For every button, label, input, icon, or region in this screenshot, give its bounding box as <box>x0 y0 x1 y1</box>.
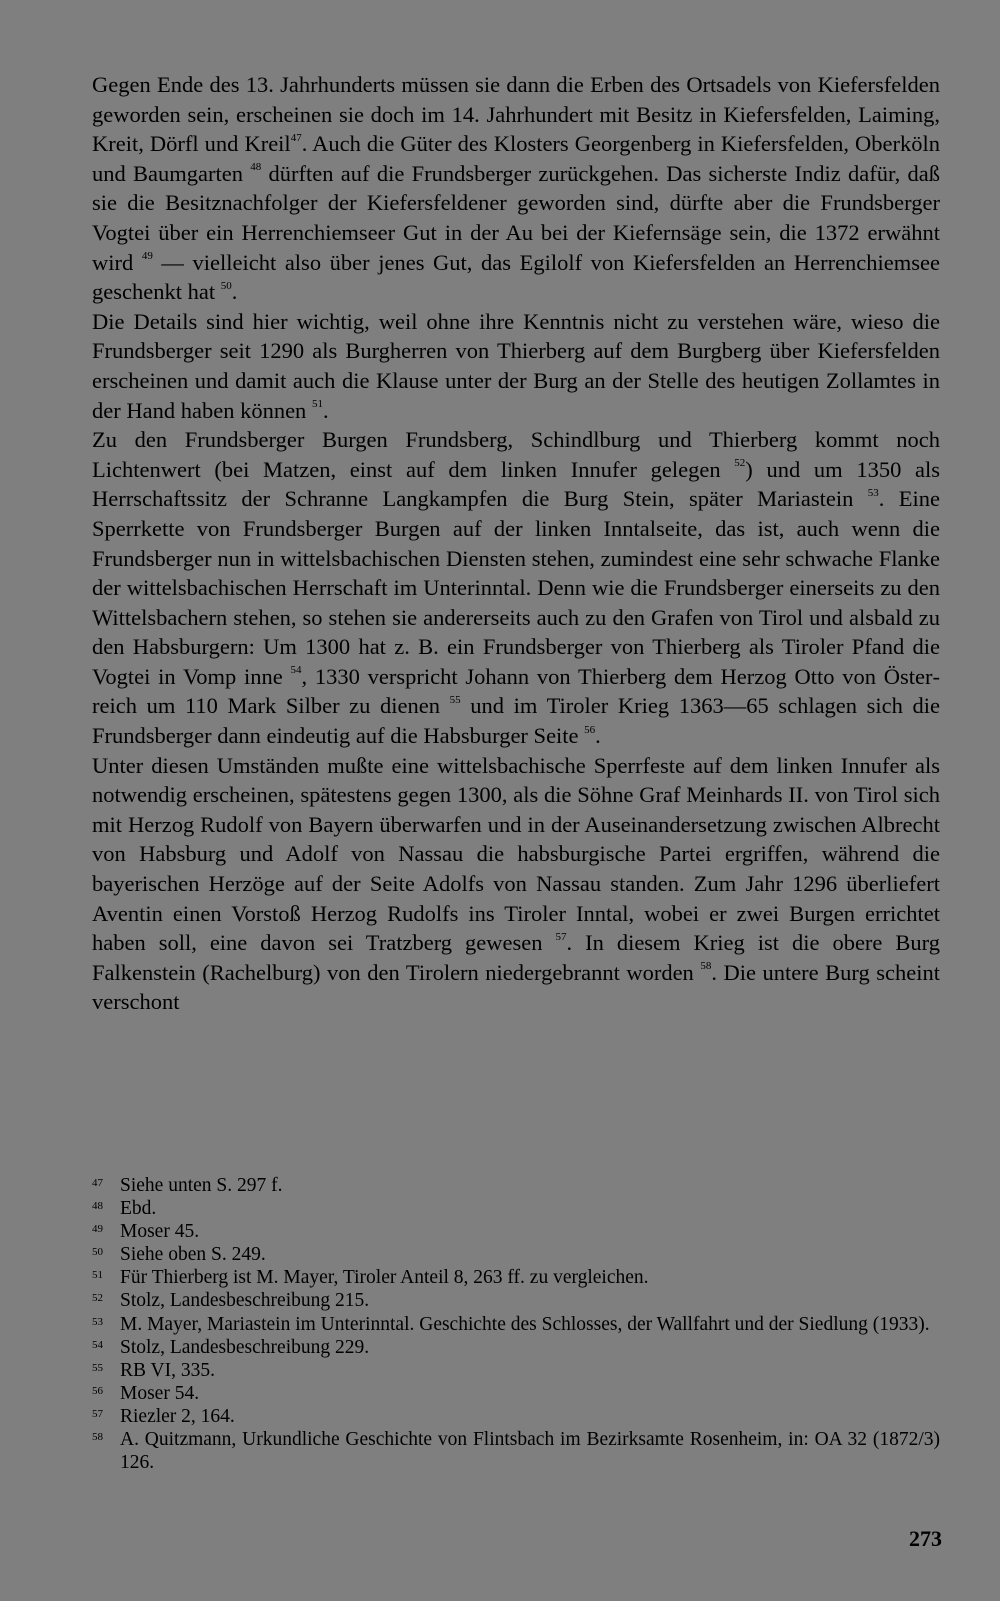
footnote-reference[interactable]: 47 <box>290 131 302 144</box>
paragraph-text: . <box>595 723 601 749</box>
paragraph-text: . Die untere Burg scheint verschont <box>92 959 940 1015</box>
footnote-number: 54 <box>92 1338 103 1351</box>
footnote-text: Moser 45. <box>120 1221 200 1243</box>
footnote-text: A. Quitzmann, Urkundliche Geschichte von Flintsbach im Bezirksamte Rosenheim, in: OA 32 (1872/3) 126. <box>120 1429 940 1474</box>
footnote-text: Moser 54. <box>120 1382 200 1404</box>
paragraph-text: ) und um 1350 als Herrschaftssitz der Schranne Langkampfen die Burg Stein, später Mariastein <box>92 456 940 512</box>
paragraph-text: . <box>231 279 238 305</box>
footnote <box>92 1220 940 1243</box>
footnote-text: M. Mayer, Mariastein im Unterinntal. Geschichte des Schlosses, der Wallfahrt und der Siedlung (1933). <box>120 1313 930 1335</box>
footnote-number: 58 <box>92 1431 103 1444</box>
paragraph-text: dürften auf die Frundsberger zurückgehen. Das sicherste Indiz dafür, daß sie die Besitznachfolger der Kiefersfeldener geworden sind, dürfte aber die Frundsberger Vogtei über ein Herrenchiemseer Gut in der Au bei der Kiefernsäge sein, die 1372 erwähnt wird <box>92 160 940 275</box>
footnote-reference[interactable]: 58 <box>700 960 712 973</box>
footnote-number: 50 <box>92 1246 103 1259</box>
page-body <box>92 70 940 1017</box>
footnote <box>92 1243 940 1266</box>
footnote-text: Siehe unten S. 297 f. <box>120 1175 283 1196</box>
paragraph-text: , 1330 verspricht Johann von Thierberg dem Herzog Otto von Österreich um 110 Mark Silber zu dienen <box>92 663 940 719</box>
footnote <box>92 1313 940 1336</box>
footnote <box>92 1382 940 1405</box>
footnote-number: 47 <box>92 1177 103 1189</box>
footnote-reference[interactable]: 51 <box>311 398 323 411</box>
footnote <box>92 1266 940 1289</box>
footnote <box>92 1336 940 1359</box>
footnote-reference[interactable]: 50 <box>220 279 232 292</box>
paragraph-text: — vielleicht also über jenes Gut, das Egilolf von Kiefersfelden an Herrenchiemsee geschenkt hat <box>92 249 941 305</box>
paragraph <box>92 425 940 751</box>
footnote-reference[interactable]: 53 <box>867 486 879 499</box>
footnote-number: 51 <box>92 1269 103 1282</box>
footnote <box>92 1405 940 1428</box>
footnote <box>92 1289 940 1312</box>
footnote <box>92 1174 940 1197</box>
footnote-reference[interactable]: 54 <box>290 664 302 677</box>
paragraph-text: . Auch die Güter des Klosters Georgenberg in Kiefersfelden, Oberköln und Baumgarten <box>92 131 940 186</box>
paragraph-text: . Eine Sperrkette von Frundsberger Burgen auf der linken Inntalseite, das ist, auch wenn die Frundsberger nun in wittelsbachischen Diensten stehen, zumindest eine sehr schwache Flanke der wittelsbachischen Herrschaft im Unterinntal. Denn wie die Frundsberger einerseits zu den Wittelsbachern stehen, so stehen sie andererseits auch zu den Grafen von Tirol und alsbald zu den Habsburgern: Um 1300 hat z. B. ein Frundsberger von Thierberg als Tiroler Pfand die Vogtei in Vomp inne <box>92 486 940 689</box>
footnote-text: Für Thierberg ist M. Mayer, Tiroler Anteil 8, 263 ff. zu vergleichen. <box>120 1267 649 1289</box>
paragraph <box>92 70 940 307</box>
footnote-reference[interactable]: 56 <box>584 723 596 736</box>
footnote-number: 56 <box>92 1384 103 1397</box>
main-text <box>92 70 940 1017</box>
footnote-reference[interactable]: 49 <box>141 250 153 263</box>
footnote-text: Stolz, Landesbeschreibung 229. <box>120 1336 370 1358</box>
footnote-reference[interactable]: 48 <box>250 161 262 174</box>
footnote <box>92 1197 940 1220</box>
footnote-text: Stolz, Landesbeschreibung 215. <box>120 1290 370 1312</box>
footnote-number: 52 <box>92 1292 103 1305</box>
footnote-reference[interactable]: 55 <box>449 693 461 706</box>
footnote-number: 49 <box>92 1223 103 1236</box>
paragraph-text: . <box>322 397 329 423</box>
paragraph-text: und im Tiroler Krieg 1363—65 schlagen sich die Frundsberger dann eindeutig auf die Habsburger Seite <box>92 693 941 749</box>
footnote-text: Ebd. <box>120 1198 157 1220</box>
footnote-reference[interactable]: 57 <box>555 930 567 943</box>
paragraph-text: Zu den Frundsberger Burgen Frundsberg, Schindlburg und Thierberg kommt noch Lichtenwert (bei Matzen, einst auf dem linken Innufer gelegen <box>92 427 940 482</box>
paragraph-text: Gegen Ende des 13. Jahrhunderts müssen sie dann die Erben des Ortsadels von Kiefersfelden geworden sein, erscheinen sie doch im 14. Jahrhundert mit Besitz in Kiefersfelden, Laiming, Kreit, Dörfl und Kreil <box>92 72 940 157</box>
footnote-reference[interactable]: 52 <box>734 457 746 470</box>
paragraph-text: Unter diesen Umständen mußte eine wittelsbachische Sperrfeste auf dem linken Innufer als notwendig erscheinen, spätestens gegen 1300, als die Söhne Graf Meinhards II. von Tirol sich mit Herzog Rudolf von Bayern überwarfen und in der Auseinandersetzung zwischen Albrecht von Habsburg und Adolf von Nassau die habsburgische Partei ergriffen, während die bayerischen Herzöge auf der Seite Adolfs von Nassau standen. Zum Jahr 1296 überliefert Aventin einen Vorstoß Herzog Rudolfs ins Tiroler Inntal, wobei er zwei Burgen errichtet haben soll, eine davon sei Tratzberg gewesen <box>92 752 940 956</box>
footnote-number: 55 <box>92 1361 103 1374</box>
page-number: 273 <box>909 1526 942 1551</box>
footnotes <box>92 1174 940 1474</box>
paragraph <box>92 751 940 1017</box>
footnote-text: Riezler 2, 164. <box>120 1405 235 1427</box>
footnote <box>92 1359 940 1382</box>
footnote-number: 48 <box>92 1200 103 1213</box>
footnote-text: RB VI, 335. <box>120 1359 215 1381</box>
footnote-text: Siehe oben S. 249. <box>120 1244 266 1266</box>
paragraph-text: Die Details sind hier wichtig, weil ohne ihre Kenntnis nicht zu verstehen wäre, wieso die Frundsberger seit 1290 als Burgherren von Thierberg auf dem Burgberg über Kiefersfelden erscheinen und damit auch die Klause unter der Burg an der Stelle des heutigen Zollamtes in der Hand haben können <box>92 308 940 423</box>
footnote-number: 53 <box>92 1315 103 1328</box>
footnote-number: 57 <box>92 1407 103 1420</box>
paragraph-text: . In diesem Krieg ist die obere Burg Falkenstein (Rachelburg) von den Tirolern niedergebrannt worden <box>92 930 940 985</box>
paragraph <box>92 307 940 425</box>
footnote <box>92 1428 940 1474</box>
